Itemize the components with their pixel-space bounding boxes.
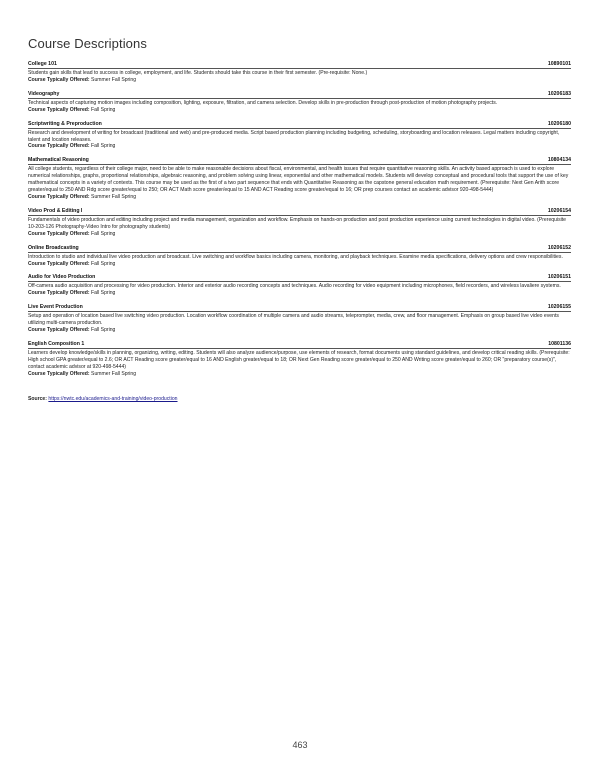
course-offered — [28, 143, 571, 150]
page-number: 463 — [292, 740, 308, 750]
course-entry — [28, 208, 571, 238]
course-header — [28, 208, 571, 216]
course-code: 10206151 — [547, 274, 571, 281]
course-code: 10890101 — [547, 61, 571, 67]
offered-terms: Fall Spring — [91, 290, 116, 297]
offered-label: Course Typically Offered: — [28, 370, 90, 377]
source-link[interactable]: https://nwtc.edu/academics-and-training/video-production — [48, 395, 178, 402]
course-name: Video Prod & Editing I — [28, 207, 83, 214]
course-entry — [28, 304, 571, 334]
course-code: 10206183 — [547, 90, 571, 97]
course-offered — [28, 261, 571, 268]
course-header — [28, 121, 571, 129]
course-code: 10206152 — [547, 244, 571, 251]
document-page — [28, 36, 571, 402]
course-entry — [28, 245, 571, 268]
course-name: Mathematical Reasoning — [28, 157, 89, 164]
course-offered — [28, 107, 571, 114]
course-name: Online Broadcasting — [28, 244, 79, 251]
offered-label: Course Typically Offered: — [28, 327, 90, 334]
course-description: Off-camera audio acquisition and processing for video production. Interior and exterior audio recording concepts and techniques. Audio recording for video equipment including microphones, field recorders, and wireless lavaliere systems. — [28, 283, 561, 290]
course-header — [28, 91, 571, 99]
course-description: Fundamentals of video production and editing including project and media management, organization and workflow. Emphasis on hands-on production and post production experience using current technologies in digital video. (Prerequisite 10-203-126 Photography-Video Intro for photography students) — [28, 216, 567, 230]
course-description: Learners develop knowledge/skills in planning, organizing, writing, editing. Students will also analyze audience/purpose, use elements of research, format documents using standard guidelines, and develop critical reading skills. (Prerequisite: High school GPA greater/equal to 2.6; OR ACT Reading score greater/equal to 16 AND English greater/equal to 18; OR Next Gen Reading score greater/equal to 250 AND Writing score greater/equal to 260; OR "preparatory course(s)", contact academic advisor at 920-498-5444) — [28, 349, 570, 370]
course-description: Students gain skills that lead to success in college, employment, and life. Students should take this course in their first semester. (Pre-requisite: None.) — [28, 70, 368, 76]
course-header — [28, 274, 571, 282]
course-name: English Composition 1 — [28, 340, 85, 347]
offered-terms: Summer Fall Spring — [91, 193, 137, 200]
source-label: Source: — [28, 395, 47, 402]
course-offered — [28, 327, 571, 334]
course-entry — [28, 341, 571, 378]
course-description: Research and development of writing for broadcast (traditional and web) and pre-produced media. Script based production planning including budgeting, scheduling, storyboarding and location releases. Legal matters including copyright, talent and location releases. — [28, 129, 560, 143]
offered-label: Course Typically Offered: — [28, 106, 90, 113]
offered-terms: Summer Fall Spring — [91, 76, 137, 83]
course-offered — [28, 371, 571, 378]
course-list — [28, 61, 571, 378]
page-title: Course Descriptions — [28, 36, 147, 51]
course-entry — [28, 61, 571, 84]
offered-label: Course Typically Offered: — [28, 230, 90, 237]
course-entry — [28, 121, 571, 151]
offered-terms: Fall Spring — [91, 230, 116, 237]
course-header — [28, 61, 571, 69]
offered-label: Course Typically Offered: — [28, 260, 90, 267]
course-header — [28, 245, 571, 253]
offered-label: Course Typically Offered: — [28, 143, 90, 150]
course-name: Scriptwriting & Preproduction — [28, 120, 102, 127]
offered-terms: Fall Spring — [91, 260, 116, 267]
course-description: All college students, regardless of their college major, need to be able to make reasonable decisions about fiscal, environmental, and health issues that require quantitative reasoning skills. An activity based approach is used to explore numerical relationships, graphs, proportional relationships, algebraic reasoning, and problem solving using linear, exponential and other mathematical models. Students will develop conceptual and procedural tools that support the use of key mathematical concepts in a variety of contexts. This course may be used as the first of a two part sequence that ends with Quantitative Reasoning as the capstone general education math requirement. (Prerequisite: Next Gen Arith score greater/equal to 250 AND Rdg score greater/equal to 250; OR ACT Math score greater/equal to 15 AND ACT Reading score greater/equal to 16; OR prep courses contact an academic advisor 920-498-5444) — [28, 166, 569, 194]
course-description: Introduction to studio and individual live video production and broadcast. Live switching and workflow basics including camera, monitoring, and playback techniques. Examine media specifications, delivery options and crew responsibilities. — [28, 253, 563, 260]
course-description: Setup and operation of location based live switching video production. Location workflow coordination of multiple camera and audio streams, teleprompter, media, crew, and floor management. Emphasis on group based live video events utilizing multi-camera production. — [28, 313, 559, 327]
course-name: Audio for Video Production — [28, 274, 96, 281]
source-line — [28, 396, 571, 403]
course-name: College 101 — [28, 61, 57, 67]
course-entry — [28, 274, 571, 297]
course-code: 10206155 — [547, 304, 571, 311]
course-code: 10801136 — [548, 340, 571, 347]
course-name: Live Event Production — [28, 304, 83, 311]
course-entry — [28, 91, 571, 114]
course-header — [28, 157, 571, 165]
offered-terms: Fall Spring — [91, 143, 116, 150]
course-description: Technical aspects of capturing motion images including composition, lighting, exposure, filtration, and camera selection. Develop skills in pre-production through post-production of motion photography projects. — [28, 99, 498, 106]
course-name: Videography — [28, 90, 60, 97]
course-offered — [28, 194, 571, 201]
course-offered — [28, 290, 571, 297]
offered-label: Course Typically Offered: — [28, 290, 90, 297]
offered-terms: Summer Fall Spring — [91, 370, 137, 377]
course-header — [28, 304, 571, 312]
course-code: 10804134 — [547, 157, 571, 164]
course-offered — [28, 77, 571, 84]
course-entry — [28, 157, 571, 201]
offered-label: Course Typically Offered: — [28, 76, 90, 83]
offered-label: Course Typically Offered: — [28, 193, 90, 200]
course-code: 10206154 — [547, 207, 571, 214]
course-offered — [28, 231, 571, 238]
offered-terms: Fall Spring — [91, 327, 116, 334]
course-code: 10206180 — [547, 120, 571, 127]
offered-terms: Fall Spring — [91, 106, 116, 113]
course-header — [28, 341, 571, 349]
